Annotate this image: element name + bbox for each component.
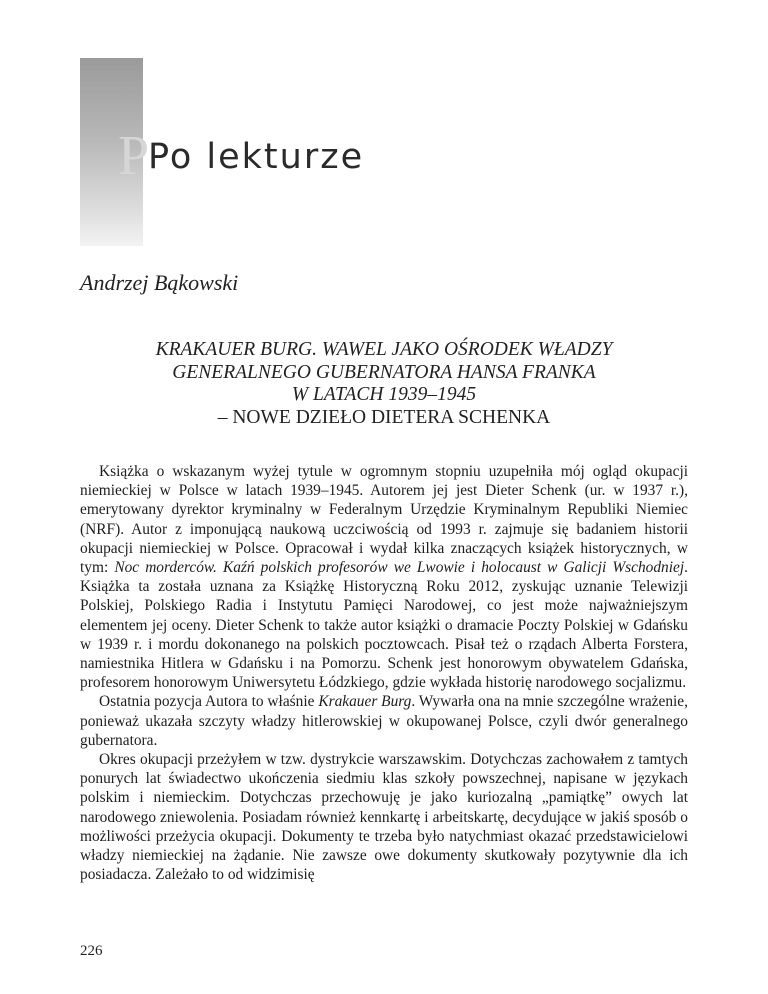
paragraph-1-book-title: Noc morderców. Kaźń polskich profesorów we Lwowie i holocaust w Galicji Wschodniej (114, 559, 685, 577)
paragraph-1-text-b: . Książka ta została uznana za Książkę Historyczną Roku 2012, zyskując uznanie Telewizji Polskiej, Polskiego Radia i Instytutu Pamięci Narodowej, co jest może najważniejszym elementem jej oceny. Dieter Schenk to także autor książki o dramacie Poczty Polskiej w Gdańsku w 1939 r. i mordu dokonanego na polskich pocztowcach. Pisał też o rządach Alberta Forstera, namiestnika Hitlera w Gdańsku i na Pomorzu. Schenk jest honorowym obywatelem Gdańska, profesorem honorowym Uniwersytetu Łódzkiego, gdzie wykłada historię narodowego socjalizmu. (80, 559, 688, 692)
paragraph-3-text: Okres okupacji przeżyłem w tzw. dystrykcie warszawskim. Dotychczas zachowałem z tamtych ponurych lat świadectwo ukończenia siedmiu klas szkoły powszechnej, napisane w językach polskim i niemieckim. Dotychczas przechowuję je jako kuriozalną „pamiątkę” owych lat narodowego zniewolenia. Posiadam również kennkartę i arbeitskartę, decydujące w jakiś sposób o możliwości przeżycia okupacji. Dokumenty te trzeba było natychmiast okazać przedstawicielowi władzy niemieckiej na żądanie. Nie zawsze owe dokumenty skutkowały pozytywnie dla ich posiadacza. Zależało to od widzimisię (80, 751, 688, 884)
title-line-1: KRAKAUER BURG. WAWEL JAKO OŚRODEK WŁADZY (155, 339, 613, 360)
article-author: Andrzej Bąkowski (80, 270, 239, 295)
article-title (80, 339, 688, 429)
section-initial-letter: P (118, 125, 150, 187)
paragraph-2-text-b: . Wywarła ona na mnie szczególne wrażenie, ponieważ ukazała szczyty władzy hitlerowskiej w okupowanej Polsce, czyli dwór generalnego gubernatora. (80, 693, 688, 749)
paragraph-1-text-a: Książka o wskazanym wyżej tytule w ogromnym stopniu uzupełniła mój ogląd okupacji niemieckiej w Polsce w latach 1939–1945. Autorem jej jest Dieter Schenk (ur. w 1937 r.), emerytowany dyrektor kryminalny w Federalnym Urzędzie Kryminalnym Republiki Niemiec (NRF). Autor z imponującą naukową uczciwością od 1993 r. zajmuje się badaniem historii okupacji niemieckiej w Polsce. Opracował i wydał kilka znaczących książek historycznych, w tym: (80, 463, 688, 577)
article-body (80, 462, 688, 884)
paragraph-1 (80, 462, 688, 692)
section-title: Po lekturze (148, 137, 365, 177)
paragraph-2-book-title: Krakauer Burg (318, 693, 412, 711)
paragraph-2-text-a: Ostatnia pozycja Autora to właśnie (99, 693, 319, 711)
title-line-4: – NOWE DZIEŁO DIETERA SCHENKA (217, 406, 551, 428)
page-number: 226 (80, 943, 103, 959)
paragraph-2 (80, 692, 688, 750)
title-line-2: GENERALNEGO GUBERNATORA HANSA FRANKA (172, 361, 596, 383)
paragraph-3 (80, 750, 688, 884)
title-line-3: W LATACH 1939–1945 (291, 384, 477, 405)
